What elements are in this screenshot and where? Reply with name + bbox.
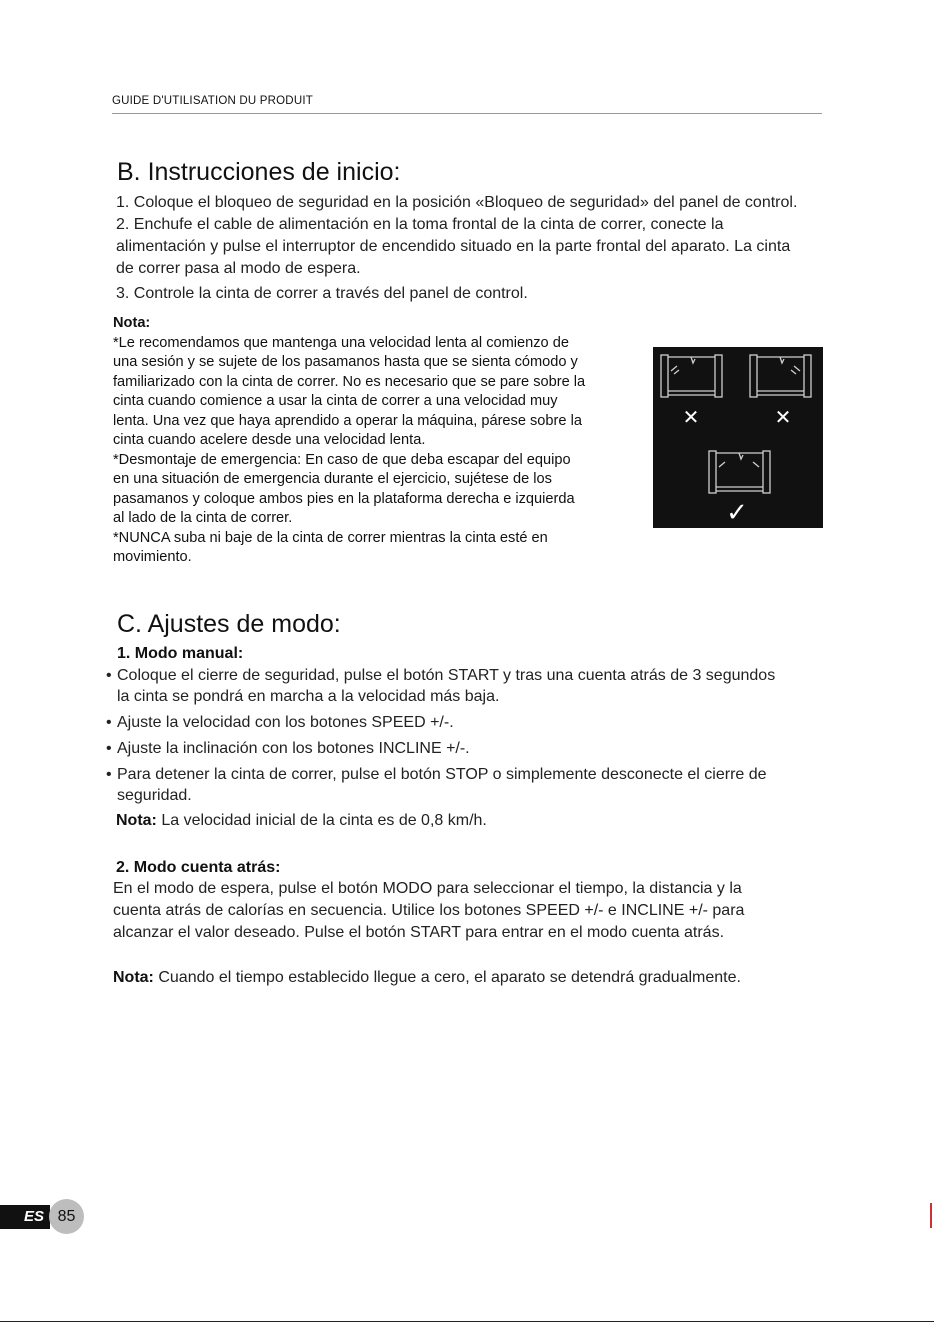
note-line: pasamanos y coloque ambos pies en la plataforma derecha e izquierda: [113, 490, 575, 507]
note-line: lenta. Una vez que haya aprendido a operar la máquina, párese sobre la: [113, 412, 582, 429]
step-line: 2. Enchufe el cable de alimentación en la toma frontal de la cinta de correr, conecte la: [116, 216, 724, 233]
treadmill-wrong-left: [661, 355, 722, 397]
treadmill-correct: [709, 451, 770, 493]
step-line: 1. Coloque el bloqueo de seguridad en la posición «Bloqueo de seguridad» del panel de control.: [116, 194, 798, 211]
list-item: • Ajuste la velocidad con los botones SPEED +/-.: [106, 714, 454, 731]
step-line: alimentación y pulse el interruptor de encendido situado en la parte frontal del aparato. La cinta: [116, 238, 791, 255]
cross-icon: ✕: [774, 405, 792, 429]
note-line: cinta cuando comience a usar la cinta de correr a una velocidad muy: [113, 393, 558, 409]
manual-bullets: [106, 665, 886, 806]
note-line: cinta cuando acelere desde una velocidad lenta.: [113, 432, 426, 448]
note-line: movimiento.: [113, 549, 192, 565]
note-line: *NUNCA suba ni baje de la cinta de correr mientras la cinta esté en: [113, 529, 548, 546]
safety-note: [113, 314, 645, 568]
section-c-title: C. Ajustes de modo:: [117, 610, 341, 638]
bottom-rule: [0, 1321, 934, 1322]
note-line: una sesión y se sujete de los pasamanos hasta que se sienta cómodo y: [113, 354, 578, 370]
check-icon: ✓: [726, 498, 748, 528]
list-item: • Coloque el cierre de seguridad, pulse el botón START y tras una cuenta atrás de 3 segundos: [106, 667, 776, 684]
treadmill-positions-svg: [653, 347, 823, 528]
step-line: de correr pasa al modo de espera.: [116, 260, 361, 277]
header-rule: [112, 113, 822, 114]
note-line: *Desmontaje de emergencia: En caso de que deba escapar del equipo: [113, 451, 571, 468]
countdown-note: Nota: Cuando el tiempo establecido llegue a cero, el aparato se detendrá gradualmente.: [113, 969, 741, 986]
paragraph-line: alcanzar el valor deseado. Pulse el botón START para entrar en el modo cuenta atrás.: [113, 924, 725, 941]
running-header: GUIDE D'UTILISATION DU PRODUIT: [112, 95, 313, 107]
paragraph-line: cuenta atrás de calorías en secuencia. Utilice los botones SPEED +/- e INCLINE +/- para: [113, 902, 745, 919]
list-item: • Ajuste la inclinación con los botones INCLINE +/-.: [106, 740, 470, 757]
cross-icon: ✕: [682, 405, 700, 429]
countdown-mode-heading: 2. Modo cuenta atrás:: [116, 859, 281, 876]
section-b-title: B. Instrucciones de inicio:: [117, 158, 401, 186]
step-line: 3. Controle la cinta de correr a través del panel de control.: [116, 285, 528, 302]
section-b-steps: [116, 192, 886, 305]
note-line: familiarizado con la cinta de correr. No es necesario que se pare sobre la: [113, 373, 586, 390]
note-line: al lado de la cinta de correr.: [113, 510, 293, 526]
page-number: 85: [49, 1199, 84, 1234]
paragraph-line: En el modo de espera, pulse el botón MODO para seleccionar el tiempo, la distancia y la: [113, 880, 742, 897]
note-label: Nota:: [113, 315, 151, 331]
manual-note: Nota: La velocidad inicial de la cinta es de 0,8 km/h.: [116, 812, 487, 829]
list-item: • Para detener la cinta de correr, pulse el botón STOP o simplemente desconecte el cierre de: [106, 766, 767, 783]
edge-marker: [930, 1203, 932, 1228]
note-line: *Le recomendamos que mantenga una velocidad lenta al comienzo de: [113, 334, 569, 351]
list-item-cont: seguridad.: [117, 787, 192, 804]
language-tab: ES: [0, 1205, 50, 1229]
note-line: en una situación de emergencia durante el ejercicio, sujétese de los: [113, 471, 552, 487]
list-item-cont: la cinta se pondrá en marcha a la velocidad más baja.: [117, 688, 500, 705]
countdown-text: [113, 878, 893, 944]
treadmill-wrong-right: [750, 355, 811, 397]
mounting-illustration: [653, 347, 823, 528]
manual-mode-heading: 1. Modo manual:: [117, 645, 244, 662]
